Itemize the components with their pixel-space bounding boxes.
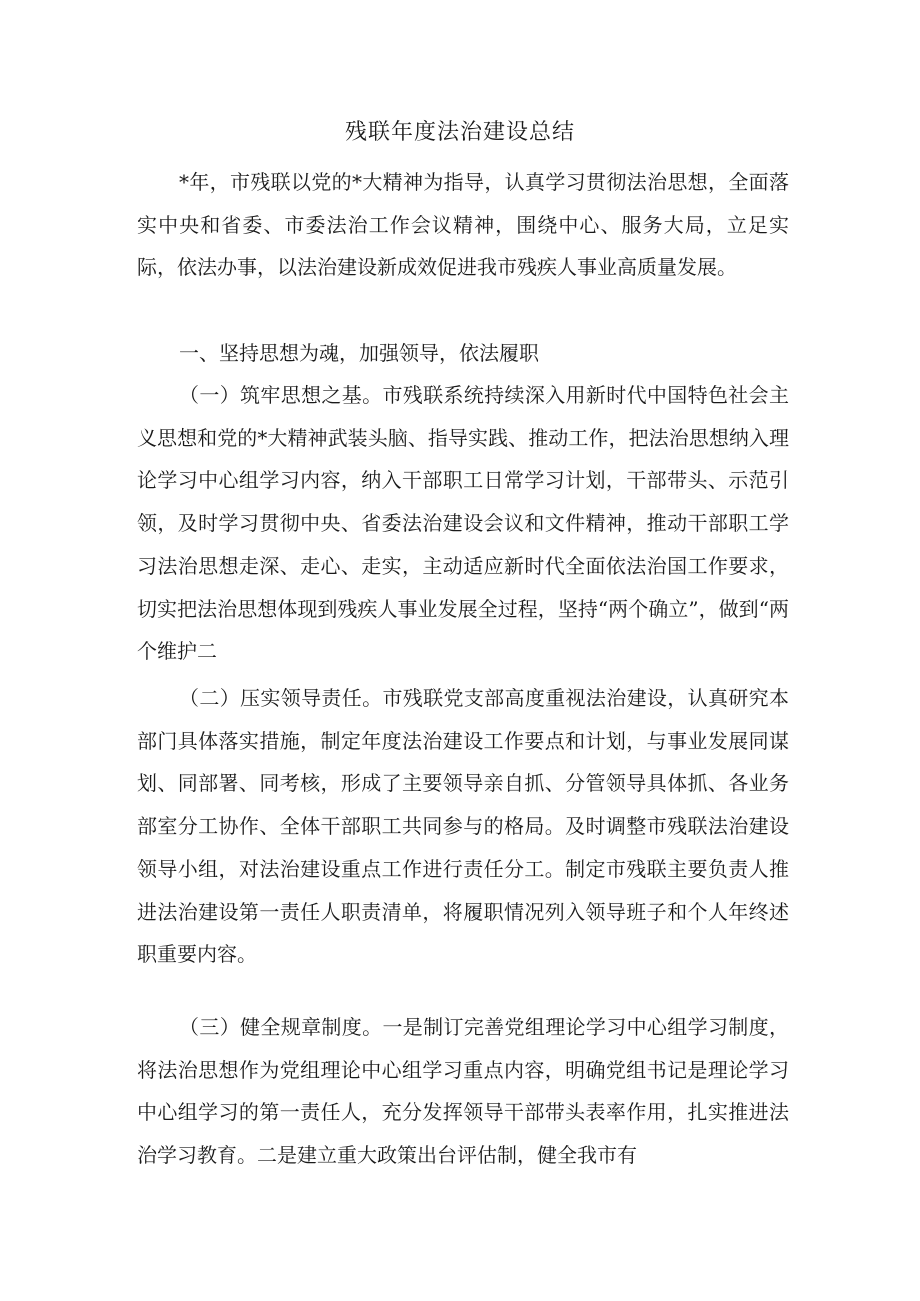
paragraph-3: （三）健全规章制度。一是制订完善党组理论学习中心组学习制度，将法治思想作为党组理论中心组学习重点内容，明确党组书记是理论学习中心组学习的第一责任人，充分发挥领导干部带头表率作用，扎实推进法治学习教育。二是建立重大政策出台评估制，健全我市有 — [137, 1015, 789, 1168]
paragraph-1: （一）筑牢思想之基。市残联系统持续深入用新时代中国特色社会主义思想和党的*大精神武装头脑、指导实践、推动工作，把法治思想纳入理论学习中心组学习内容，纳入干部职工日常学习计划，干部带头、示范引领，及时学习贯彻中央、省委法治建设会议和文件精神，推动干部职工学习法治思想走深、走心、走实，主动适应新时代全面依法治国工作要求，切实把法治思想体现到残疾人事业发展全过程，坚持“两个确立”，做到“两个维护二 — [137, 383, 789, 664]
document-title: 残联年度法治建设总结 — [344, 120, 575, 145]
paragraph-2: （二）压实领导责任。市残联党支部高度重视法治建设，认真研究本部门具体落实措施，制定年度法治建设工作要点和计划，与事业发展同谋划、同部署、同考核，形成了主要领导亲自抓、分管领导具体抓、各业务部室分工协作、全体干部职工共同参与的格局。及时调整市残联法治建设领导小组，对法治建设重点工作进行责任分工。制定市残联主要负责人推进法治建设第一责任人职责清单，将履职情况列入领导班子和个人年终述职重要内容。 — [137, 686, 789, 967]
section-heading-1: 一、坚持思想为魂，加强领导，依法履职 — [179, 341, 539, 365]
intro-paragraph: *年，市残联以党的*大精神为指导，认真学习贯彻法治思想，全面落实中央和省委、市委法治工作会议精神，围绕中心、服务大局，立足实际，依法办事，以法治建设新成效促进我市残疾人事业高质量发展。 — [137, 170, 789, 280]
